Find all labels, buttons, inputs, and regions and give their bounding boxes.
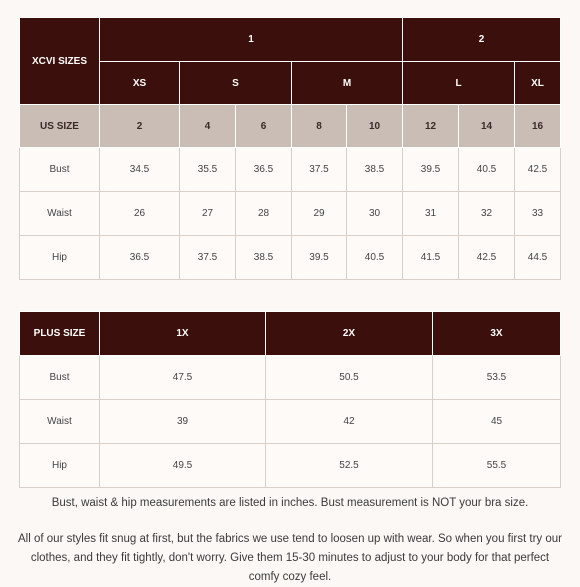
group-1-header: 1 — [100, 18, 403, 62]
row-label-bust: Bust — [20, 148, 100, 192]
letter-size-xs: XS — [100, 62, 180, 105]
measurement-cell: 29 — [292, 192, 347, 236]
measurement-cell: 42.5 — [515, 148, 561, 192]
us-size: 10 — [347, 105, 403, 148]
row-label-waist: Waist — [20, 192, 100, 236]
table-row — [20, 356, 561, 400]
letter-size-s: S — [180, 62, 292, 105]
measurement-cell: 42 — [266, 400, 433, 444]
measurement-cell: 55.5 — [433, 444, 561, 488]
measurement-note: Bust, waist & hip measurements are listed in inches. Bust measurement is NOT your bra size. — [51, 497, 529, 509]
letter-size-m: M — [292, 62, 403, 105]
measurement-cell: 38.5 — [347, 148, 403, 192]
table-row — [20, 148, 561, 192]
table-row — [20, 236, 561, 280]
measurement-cell: 35.5 — [180, 148, 236, 192]
measurement-cell: 33 — [515, 192, 561, 236]
xcvi-sizes-header: XCVI SIZES — [20, 18, 100, 105]
us-size: 8 — [292, 105, 347, 148]
plus-size-3x: 3X — [433, 312, 561, 356]
us-size: 6 — [236, 105, 292, 148]
measurement-cell: 40.5 — [459, 148, 515, 192]
measurement-cell: 36.5 — [236, 148, 292, 192]
us-size: 12 — [403, 105, 459, 148]
row-label-waist: Waist — [20, 400, 100, 444]
fit-note: All of our styles fit snug at first, but the fabrics we use tend to loosen up with wear. So when you first try our clothes, and they fit tightly, don't worry. Give them 15-30 minutes to adjust to your body for that perfect comfy cozy feel. — [18, 533, 562, 583]
table-row — [20, 444, 561, 488]
measurement-cell: 49.5 — [100, 444, 266, 488]
measurement-cell: 52.5 — [266, 444, 433, 488]
table-row — [20, 400, 561, 444]
measurement-cell: 39.5 — [292, 236, 347, 280]
measurement-cell: 38.5 — [236, 236, 292, 280]
measurement-cell: 40.5 — [347, 236, 403, 280]
group-2-header: 2 — [403, 18, 561, 62]
measurement-cell: 44.5 — [515, 236, 561, 280]
row-label-hip: Hip — [20, 236, 100, 280]
measurement-cell: 47.5 — [100, 356, 266, 400]
measurement-cell: 50.5 — [266, 356, 433, 400]
measurement-cell: 53.5 — [433, 356, 561, 400]
row-label-bust: Bust — [20, 356, 100, 400]
measurement-cell: 37.5 — [292, 148, 347, 192]
us-size: 14 — [459, 105, 515, 148]
plus-size-1x: 1X — [100, 312, 266, 356]
table-row — [20, 192, 561, 236]
plus-size-chart-table — [19, 311, 561, 488]
measurement-cell: 27 — [180, 192, 236, 236]
measurement-cell: 26 — [100, 192, 180, 236]
measurement-cell: 41.5 — [403, 236, 459, 280]
measurement-cell: 32 — [459, 192, 515, 236]
size-chart-table — [19, 17, 561, 280]
measurement-cell: 30 — [347, 192, 403, 236]
measurement-cell: 28 — [236, 192, 292, 236]
us-size: 4 — [180, 105, 236, 148]
us-size-header: US SIZE — [20, 105, 100, 148]
measurement-cell: 34.5 — [100, 148, 180, 192]
us-size: 2 — [100, 105, 180, 148]
plus-size-2x: 2X — [266, 312, 433, 356]
measurement-cell: 39 — [100, 400, 266, 444]
us-size: 16 — [515, 105, 561, 148]
row-label-hip: Hip — [20, 444, 100, 488]
measurement-cell: 39.5 — [403, 148, 459, 192]
measurement-cell: 45 — [433, 400, 561, 444]
measurement-cell: 36.5 — [100, 236, 180, 280]
measurement-cell: 37.5 — [180, 236, 236, 280]
letter-size-xl: XL — [515, 62, 561, 105]
measurement-cell: 31 — [403, 192, 459, 236]
plus-size-header: PLUS SIZE — [20, 312, 100, 356]
letter-size-l: L — [403, 62, 515, 105]
measurement-cell: 42.5 — [459, 236, 515, 280]
